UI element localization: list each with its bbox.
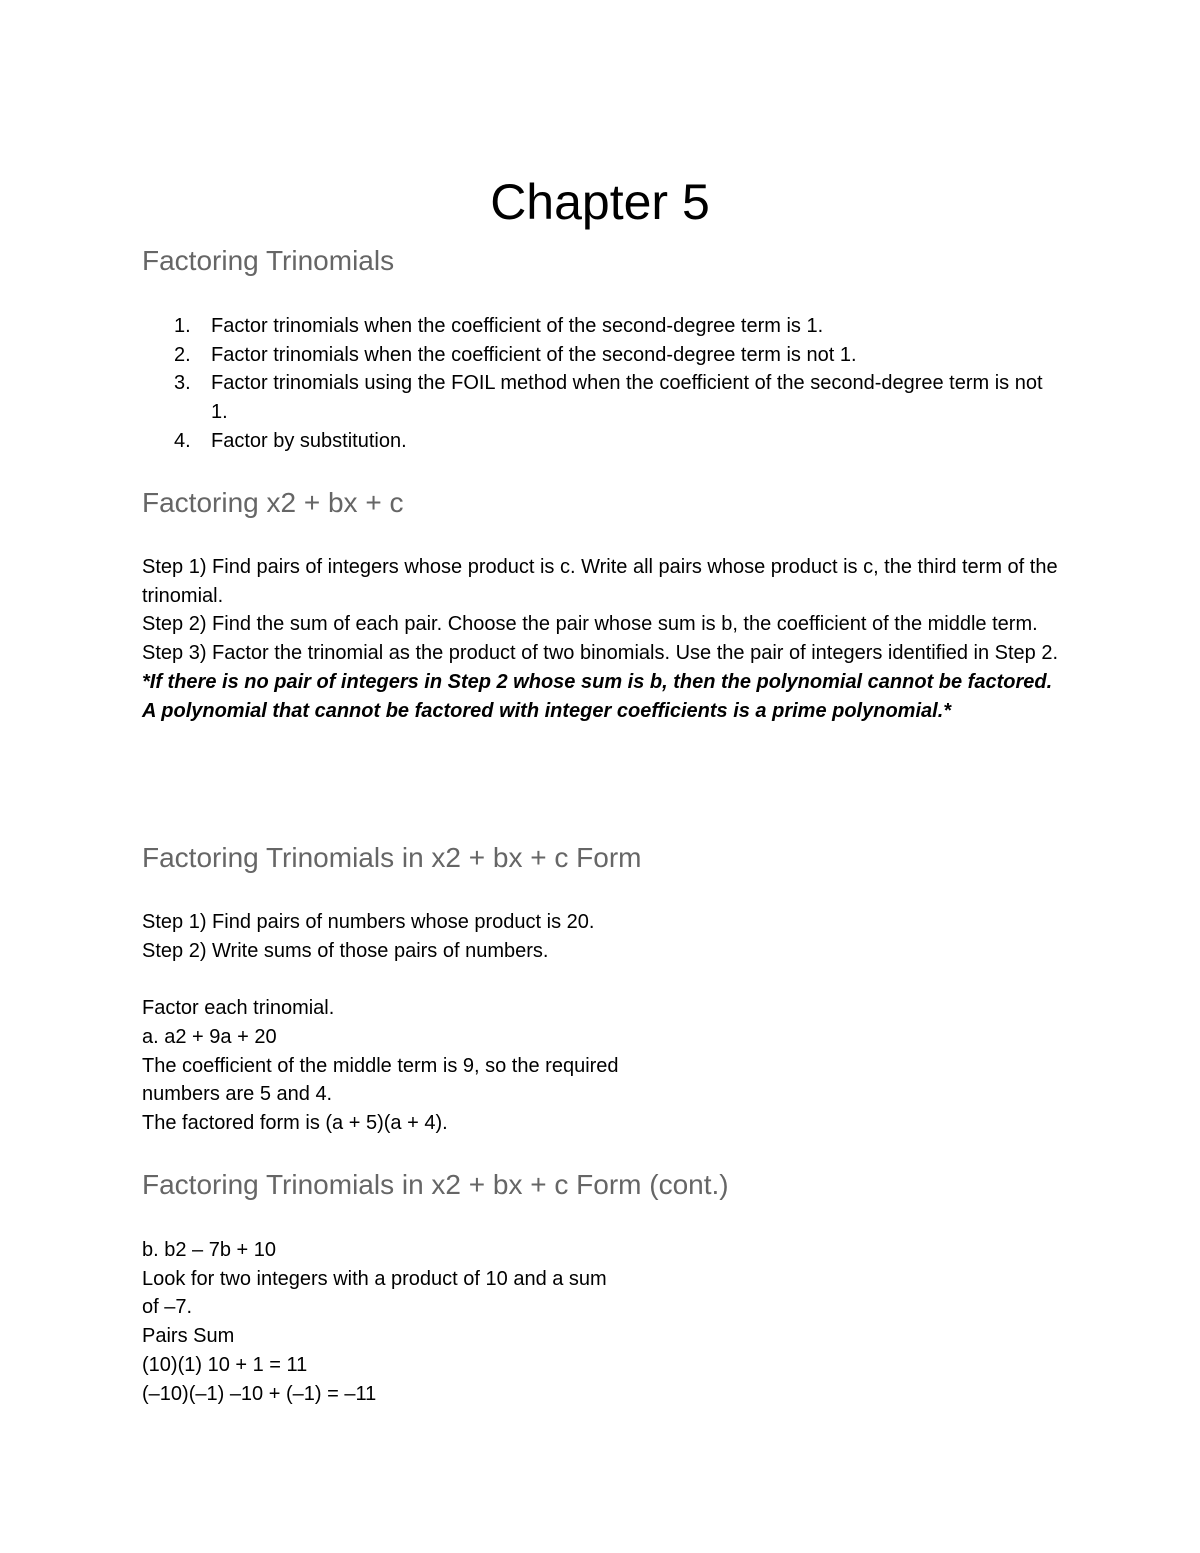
pairs-row: (10)(1) 10 + 1 = 11 [142, 1353, 308, 1376]
list-item [142, 427, 1062, 456]
blank-line [142, 965, 1062, 994]
prime-polynomial-note: *If there is no pair of integers in Step 2 whose sum is b, then the polynomial cannot be factored. A polynomial that cannot be factored with integer coefficients is a prime polynomial.* [142, 670, 1053, 722]
explanation-line: Look for two integers with a product of 10 and a sum [142, 1267, 607, 1290]
steps-block [142, 553, 1062, 725]
section-heading-trinomials-form-cont: Factoring Trinomials in x2 + bx + c Form (cont.) [142, 1169, 729, 1200]
section-heading-trinomials-form: Factoring Trinomials in x2 + bx + c Form [142, 842, 642, 873]
section-heading-factoring-trinomials: Factoring Trinomials [142, 245, 395, 276]
list-item-text: Factor trinomials when the coefficient of the second-degree term is not 1. [211, 343, 857, 366]
list-item [142, 341, 1062, 370]
page-title: Chapter 5 [490, 174, 710, 230]
step-1-text: Step 1) Find pairs of numbers whose product is 20. [142, 911, 595, 933]
list-item-number: 4. [174, 429, 191, 452]
problem-b: b. b2 – 7b + 10 [142, 1239, 277, 1261]
instruction-text: Factor each trinomial. [142, 997, 335, 1020]
pairs-row: (–10)(–1) –10 + (–1) = –11 [142, 1382, 377, 1405]
list-item [142, 369, 1062, 426]
explanation-line: numbers are 5 and 4. [142, 1083, 333, 1106]
list-item-number: 3. [174, 372, 191, 395]
problem-a: a. a2 + 9a + 20 [142, 1025, 277, 1048]
example-b-block [142, 1236, 1062, 1408]
step-1-text: Step 1) Find pairs of integers whose product is c. Write all pairs whose product is c, the third term of the trinomial. [142, 556, 1058, 607]
step-2-text: Step 2) Write sums of those pairs of numbers. [142, 939, 549, 962]
section-heading-factoring-x2-bx-c: Factoring x2 + bx + c [142, 487, 404, 518]
list-item-number: 1. [174, 315, 191, 337]
pairs-sum-header: Pairs Sum [142, 1325, 235, 1348]
explanation-line: of –7. [142, 1296, 193, 1319]
list-item-number: 2. [174, 343, 191, 366]
explanation-line: The coefficient of the middle term is 9, so the required [142, 1054, 619, 1077]
objectives-list [142, 312, 1062, 456]
list-item-text: Factor trinomials when the coefficient of the second-degree term is 1. [211, 315, 824, 337]
step-3-text: Step 3) Factor the trinomial as the product of two binomials. Use the pair of integers identified in Step 2. [142, 642, 1059, 665]
step-2-text: Step 2) Find the sum of each pair. Choose the pair whose sum is b, the coefficient of the middle term. [142, 613, 1038, 636]
list-item [142, 312, 1062, 341]
answer-text: The factored form is (a + 5)(a + 4). [142, 1111, 448, 1134]
example-a-block [142, 908, 1062, 1138]
list-item-text: Factor trinomials using the FOIL method when the coefficient of the second-degree term is not 1. [211, 372, 1043, 424]
list-item-text: Factor by substitution. [211, 429, 407, 452]
